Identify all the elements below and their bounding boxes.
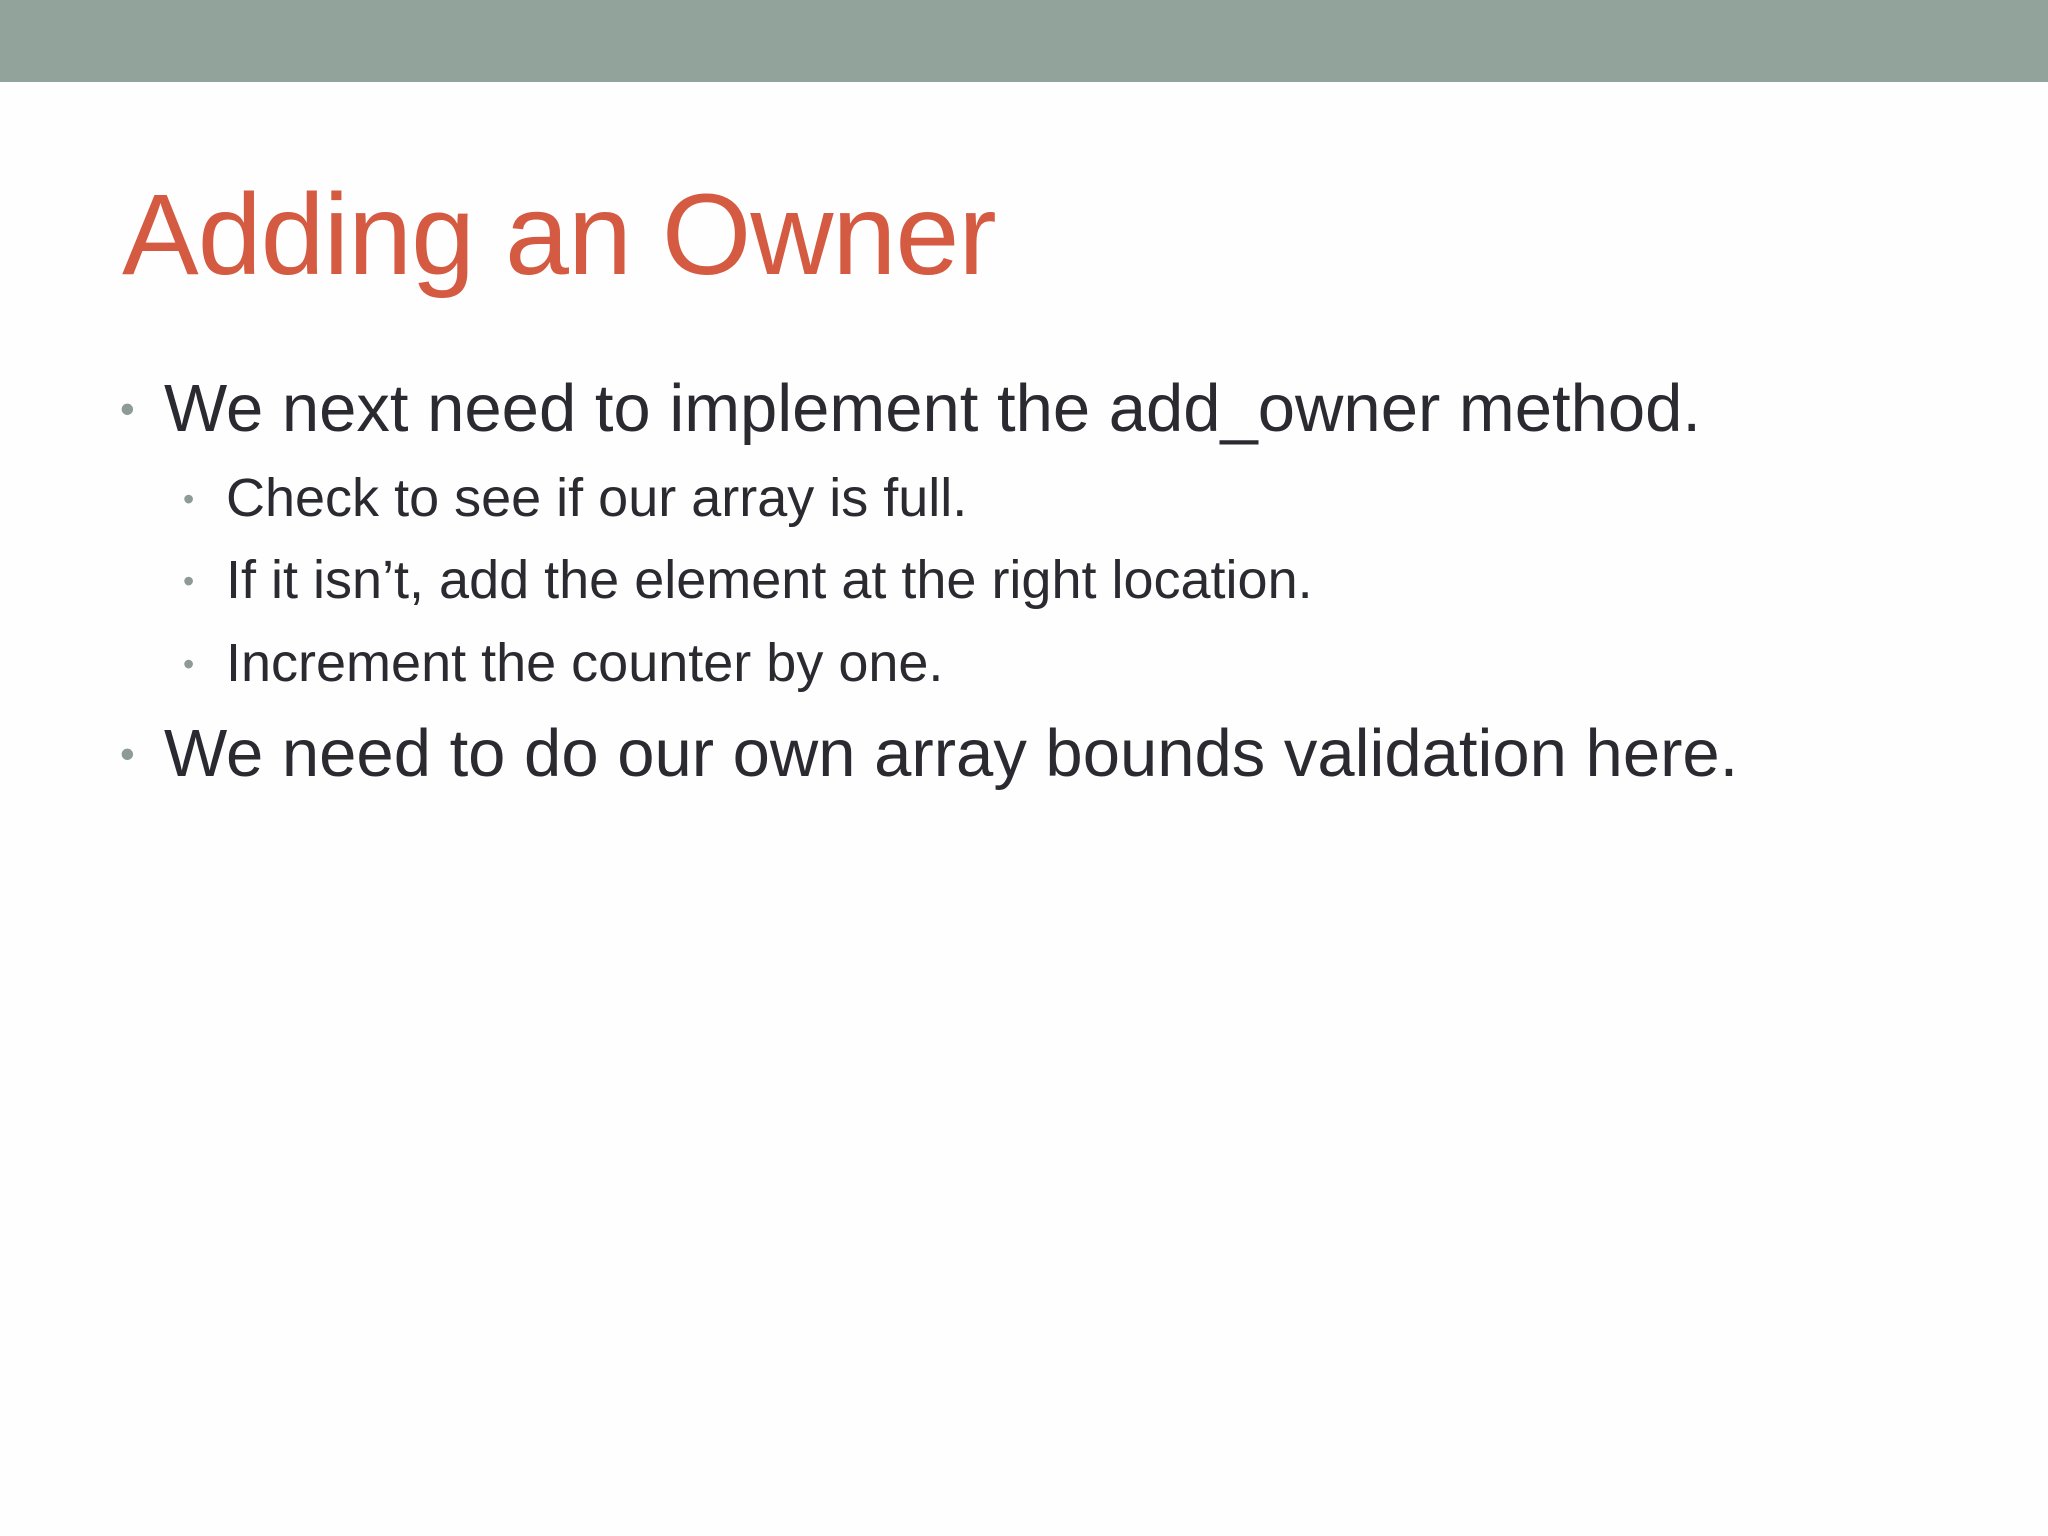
header-bar: [0, 0, 2048, 82]
sub-bullet-text: Check to see if our array is full.: [226, 468, 968, 528]
sub-bullet-text: Increment the counter by one.: [226, 633, 944, 693]
bullet-dot-icon: •: [120, 730, 135, 777]
slide-title: Adding an Owner: [122, 171, 996, 299]
sub-bullet-text: If it isn’t, add the element at the right location.: [226, 550, 1313, 610]
bullet-text: We next need to implement the add_owner method.: [164, 371, 1701, 446]
bullet-text: We need to do our own array bounds validation here.: [164, 716, 1739, 791]
sub-bullet-item: [183, 467, 967, 529]
sub-bullet-item: [183, 549, 1313, 611]
bullet-dot-icon: •: [183, 563, 195, 599]
bullet-dot-icon: •: [183, 481, 195, 517]
bullet-dot-icon: •: [183, 646, 195, 682]
bullet-item: [120, 370, 1701, 447]
bullet-item: [120, 715, 1738, 792]
sub-bullet-item: [183, 632, 943, 694]
bullet-dot-icon: •: [120, 385, 135, 432]
